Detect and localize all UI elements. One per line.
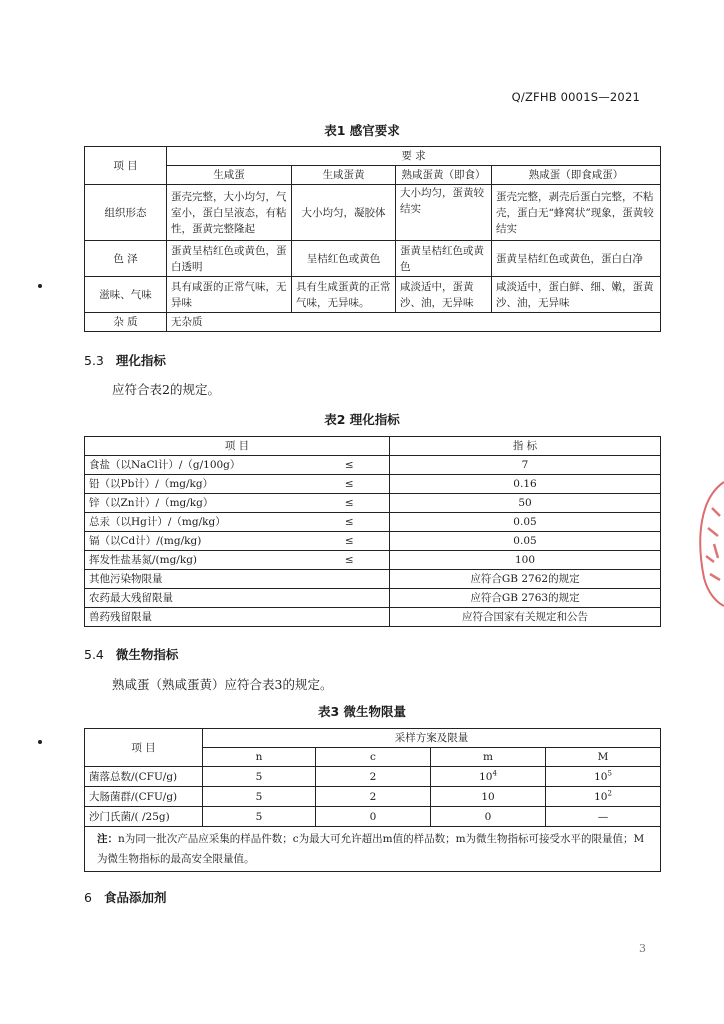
section-number: 5.4: [84, 647, 104, 662]
table1-caption: 表1 感官要求: [324, 123, 400, 138]
item: 菌落总数/(CFU/g): [85, 767, 203, 787]
margin-mark: [38, 284, 42, 288]
c-value: 2: [316, 787, 431, 807]
table-row: [85, 551, 661, 570]
row-label: 色 泽: [85, 241, 167, 277]
item: 沙门氏菌/( /25g): [85, 807, 203, 827]
M-value: $10^2$: [546, 787, 661, 807]
page-number: 3: [639, 942, 646, 955]
table-row: [85, 608, 661, 627]
item: 兽药残留限量: [85, 608, 390, 627]
table3-note: [85, 827, 661, 872]
section-title: 微生物指标: [115, 647, 179, 662]
note-prefix: 注：: [97, 833, 118, 845]
section-6-heading: [84, 888, 166, 906]
table2-caption: 表2 理化指标: [324, 412, 400, 427]
table1-header-requirement: 要 求: [167, 147, 661, 166]
operator: ≤: [310, 475, 390, 494]
table3-subheader: n: [203, 748, 316, 767]
table2-header-item: 项 目: [85, 437, 390, 456]
cell: 具有咸蛋的正常气味，无异味: [167, 277, 292, 313]
n-value: 5: [203, 767, 316, 787]
table3-caption: 表3 微生物限量: [317, 704, 407, 719]
value: 100: [390, 551, 661, 570]
m-value: 0: [431, 807, 546, 827]
row-label: 滋味、气味: [85, 277, 167, 313]
section-5-4-heading: [84, 645, 178, 663]
operator: ≤: [310, 494, 390, 513]
table3-subheader: m: [431, 748, 546, 767]
table-row: [85, 767, 661, 787]
cell: 具有生咸蛋黄的正常气味，无异味。: [292, 277, 396, 313]
note-text: n为同一批次产品应采集的样品件数；c为最大可允许超出m值的样品数；m为微生物指标可接受水平的限量值；M为微生物指标的最高安全限量值。: [97, 833, 645, 865]
table-row: [85, 241, 661, 277]
item: 镉（以Cd计）/(mg/kg): [85, 532, 310, 551]
standard-number: Q/ZFHB 0001S—2021: [511, 90, 640, 104]
table3-subheader: M: [546, 748, 661, 767]
cell: 无杂质: [167, 313, 661, 332]
section-5-3-heading: [84, 351, 166, 369]
value: 0.16: [390, 475, 661, 494]
table2-header-indicator: 指 标: [390, 437, 661, 456]
row-label: 组织形态: [85, 185, 167, 241]
row-label: 杂 质: [85, 313, 167, 332]
table1-col: 熟咸蛋（即食咸蛋）: [492, 166, 661, 185]
item: 总汞（以Hg计）/（mg/kg）: [85, 513, 310, 532]
item: 食盐（以NaCl计）/（g/100g）: [85, 456, 310, 475]
table1-col: 熟咸蛋黄（即食）: [396, 166, 492, 185]
value: 0.05: [390, 532, 661, 551]
value: 50: [390, 494, 661, 513]
cell: 呈桔红色或黄色: [292, 241, 396, 277]
cell: 大小均匀，凝胶体: [292, 185, 396, 241]
cell: 蛋黄呈桔红色或黄色: [396, 241, 492, 277]
table-row: [85, 513, 661, 532]
cell: 大小均匀，蛋黄较结实: [396, 185, 492, 241]
M-value: —: [546, 807, 661, 827]
c-value: 0: [316, 807, 431, 827]
table1-header-item: 项 目: [85, 147, 167, 185]
c-value: 2: [316, 767, 431, 787]
item: 挥发性盐基氮/(mg/kg): [85, 551, 310, 570]
margin-mark: [38, 740, 42, 744]
table-row: [85, 589, 661, 608]
table-row: [85, 277, 661, 313]
table-row: [85, 807, 661, 827]
table3-header-plan: 采样方案及限量: [203, 729, 661, 748]
operator: ≤: [310, 513, 390, 532]
item: 铅（以Pb计）/（mg/kg）: [85, 475, 310, 494]
cell: 蛋黄呈桔红色或黄色，蛋白透明: [167, 241, 292, 277]
value: 应符合国家有关规定和公告: [390, 608, 661, 627]
item: 大肠菌群/(CFU/g): [85, 787, 203, 807]
value: 应符合GB 2763的规定: [390, 589, 661, 608]
operator: ≤: [310, 532, 390, 551]
cell: 蛋壳完整，大小均匀，气室小，蛋白呈液态，有粘性，蛋黄完整隆起: [167, 185, 292, 241]
section-5-4-text: 熟咸蛋（熟咸蛋黄）应符合表3的规定。: [112, 677, 333, 692]
table1-sensory: [84, 146, 661, 332]
table3-header-item: 项 目: [85, 729, 203, 767]
item: 其他污染物限量: [85, 570, 390, 589]
n-value: 5: [203, 807, 316, 827]
section-title: 食品添加剂: [103, 890, 167, 905]
table-row: [85, 570, 661, 589]
section-title: 理化指标: [115, 353, 166, 368]
cell: 蛋黄呈桔红色或黄色，蛋白白净: [492, 241, 661, 277]
cell: 咸淡适中，蛋白鲜、细、嫩，蛋黄沙、油，无异味: [492, 277, 661, 313]
table2-physicochemical: [84, 436, 661, 627]
section-5-3-text: 应符合表2的规定。: [112, 382, 220, 397]
item: 农药最大残留限量: [85, 589, 390, 608]
value: 应符合GB 2762的规定: [390, 570, 661, 589]
operator: ≤: [310, 456, 390, 475]
table-row: [85, 475, 661, 494]
cell: 咸淡适中，蛋黄沙、油，无异味: [396, 277, 492, 313]
table-row: [85, 532, 661, 551]
table3-microbial: [84, 728, 661, 872]
item: 锌（以Zn计）/（mg/kg）: [85, 494, 310, 513]
table-row: [85, 456, 661, 475]
table-row: [85, 313, 661, 332]
table-row: [85, 787, 661, 807]
table-note-row: [85, 827, 661, 872]
value: 0.05: [390, 513, 661, 532]
section-number: 5.3: [84, 353, 104, 368]
operator: ≤: [310, 551, 390, 570]
section-number: 6: [84, 890, 92, 905]
n-value: 5: [203, 787, 316, 807]
m-value: $10^4$: [431, 767, 546, 787]
table-row: [85, 494, 661, 513]
value: 7: [390, 456, 661, 475]
table1-col: 生咸蛋: [167, 166, 292, 185]
table1-col: 生咸蛋黄: [292, 166, 396, 185]
table3-subheader: c: [316, 748, 431, 767]
table-row: [85, 185, 661, 241]
m-value: 10: [431, 787, 546, 807]
seal-stamp-image: [694, 478, 724, 608]
cell: 蛋壳完整，剥壳后蛋白完整，不粘壳，蛋白无“蜂窝状”现象，蛋黄较结实: [492, 185, 661, 241]
M-value: $10^5$: [546, 767, 661, 787]
